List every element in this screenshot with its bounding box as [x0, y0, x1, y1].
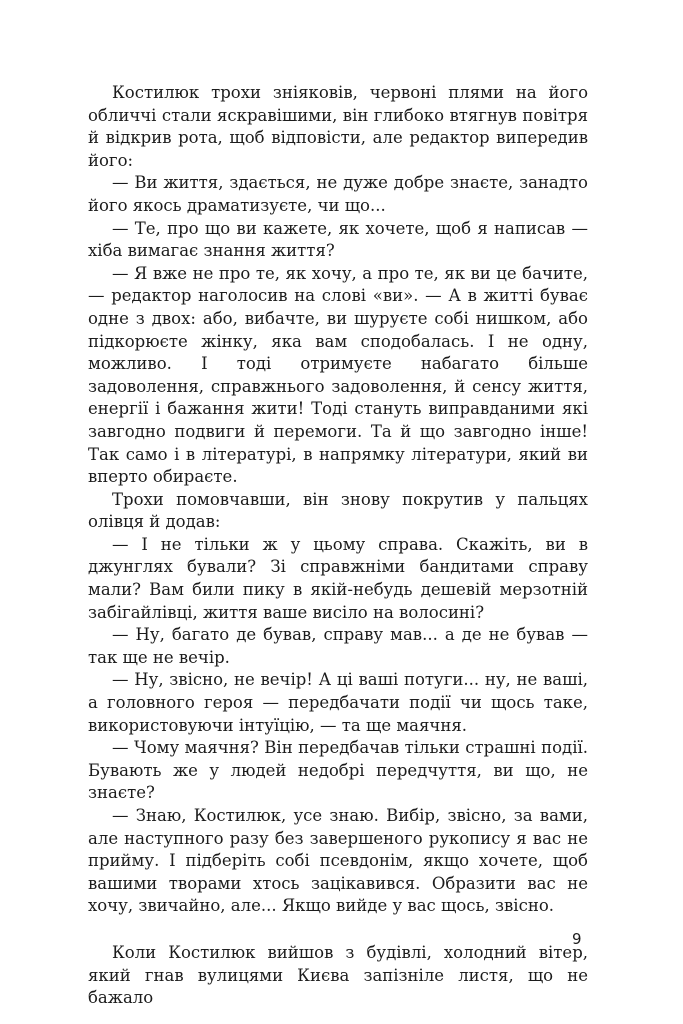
page-text: [88, 82, 588, 1010]
dialogue-line: — Ну, багато де бував, справу мав... а де не бував — так ще не вечір.: [88, 625, 588, 667]
page-number: 9: [572, 930, 582, 948]
dialogue-line: — І не тільки ж у цьому справа. Скажіть, ви в джунглях бували? Зі справжніми бандитами справу мали? Вам били пику в якій-небудь дешевій мерзотній забігайлівці, життя ваше висіло на волосині?: [88, 534, 588, 622]
paragraph: Коли Костилюк вийшов з будівлі, холодний вітер, який гнав вулицями Києва запізніле листя, що не бажало: [88, 942, 588, 1008]
dialogue-line: — Я вже не про те, як хочу, а про те, як ви це бачите, — редактор наголосив на слові «ви». — А в житті буває одне з двох: або, вибачте, ви шуруєте собі нишком, або підкорюєте жінку, яка вам сподобалась. І не одну, можливо. І тоді отримуєте набагато більше задоволення, справжнього задоволення, й сенсу життя, енергії і бажання жити! Тоді стануть виправданими які завгодно подвиги й перемоги. Та й що завгодно інше! Так само і в літературі, в напрямку літератури, який ви вперто обираєте.: [88, 263, 588, 487]
dialogue-line: — Те, про що ви кажете, як хочете, щоб я написав — хіба вимагає знання життя?: [88, 218, 588, 261]
dialogue-line: — Знаю, Костилюк, усе знаю. Вибір, звісно, за вами, але наступного разу без завершеного рукопису я вас не прийму. І підберіть собі псевдонім, якщо хочете, щоб вашими творами хтось зацікавився. Образити вас не хочу, звичайно, але... Якщо вийде у вас щось, звісно.: [88, 806, 588, 916]
dialogue-line: — Чому маячня? Він передбачав тільки страшні події. Бувають же у людей недобрі передчуття, ви що, не знаєте?: [88, 738, 588, 803]
dialogue-line: — Ну, звісно, не вечір! А ці ваші потуги... ну, не ваші, а головного героя — передбачати події чи щось таке, використовуючи інтуїцію, — та ще маячня.: [88, 670, 588, 735]
dialogue-line: — Ви життя, здається, не дуже добре знаєте, занадто його якось драматизуєте, чи що...: [88, 173, 588, 215]
paragraph: Трохи помовчавши, він знову покрутив у пальцях олівця й додав:: [88, 489, 588, 532]
paragraph: Костилюк трохи зніяковів, червоні плями на його обличчі стали яскравішими, він глибоко втягнув повітря й відкрив рота, щоб відповісти, але редактор випередив його:: [88, 83, 588, 170]
